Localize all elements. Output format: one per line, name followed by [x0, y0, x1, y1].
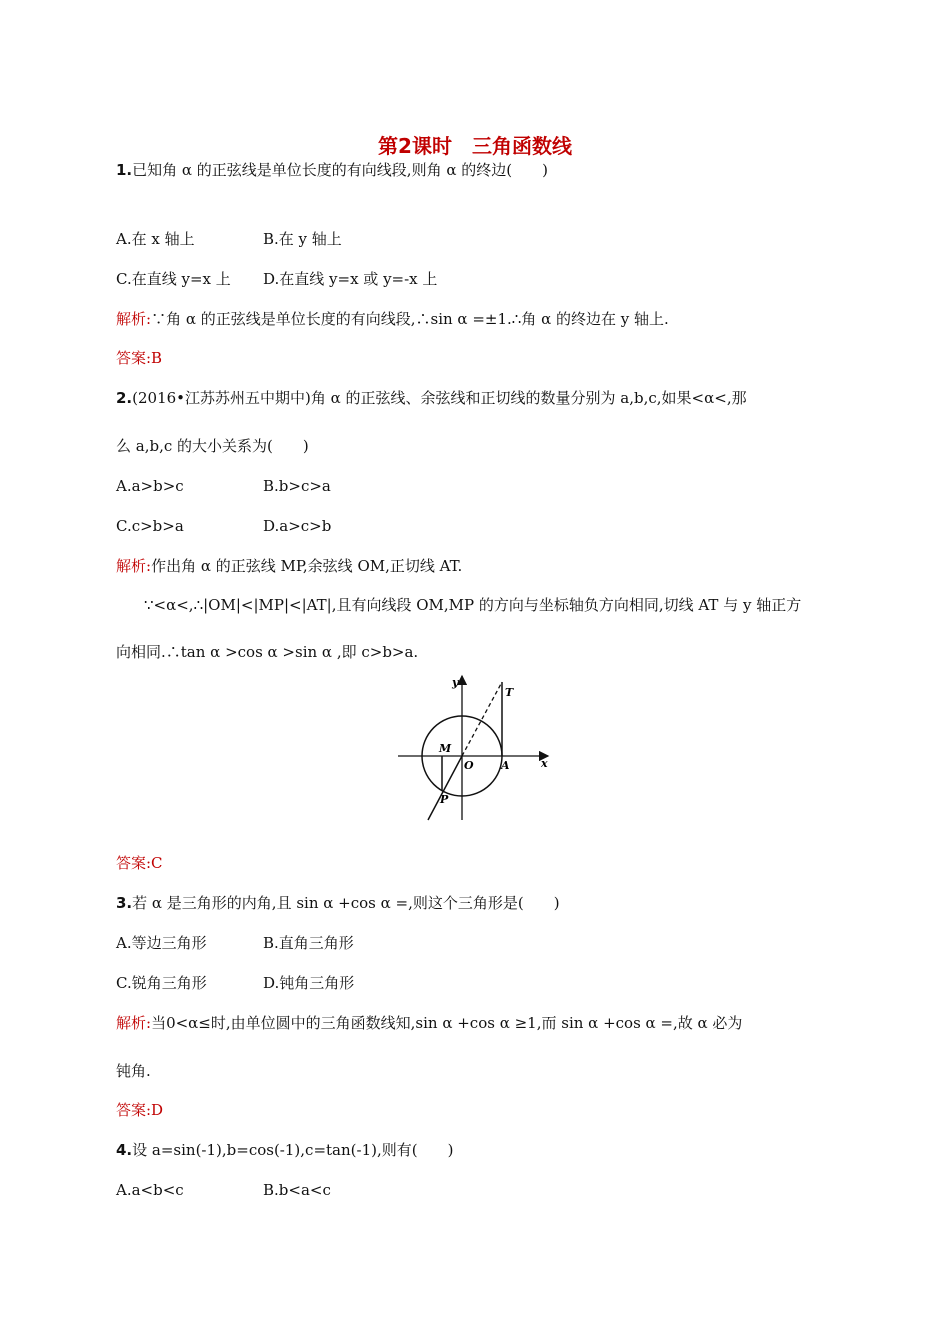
q3-number: 3.: [116, 894, 133, 912]
q1-option-a: A.在 x 轴上: [116, 230, 195, 248]
q2-option-d: D.a>c>b: [263, 517, 332, 535]
label-x: x: [541, 757, 548, 770]
terminal-side: [428, 756, 462, 820]
q2-analysis-line1: [116, 556, 462, 576]
q2-stem-line2: 么 a,b,c 的大小关系为( ): [116, 437, 309, 455]
q2-stem1: (2016•江苏苏州五中期中)角 α 的正弦线、余弦线和正切线的数量分别为 a,b,c,如果<α<,那: [132, 389, 747, 407]
q1-stem: 已知角 α 的正弦线是单位长度的有向线段,则角 α 的终边( ): [132, 161, 548, 179]
q2-analysis-line2: ∵<α<,∴|OM|<|MP|<|AT|,且有向线段 OM,MP 的方向与坐标轴负方向相同,切线 AT 与 y 轴正方: [144, 596, 802, 614]
q3-analysis-text1: 当0<α≤时,由单位圆中的三角函数线知,sin α +cos α ≥1,而 sin α +cos α =,故 α 必为: [151, 1014, 743, 1032]
q2-analysis-text1: 作出角 α 的正弦线 MP,余弦线 OM,正切线 AT.: [151, 557, 463, 575]
q3-option-b: B.直角三角形: [263, 934, 354, 952]
unit-circle-figure: [398, 672, 554, 824]
q4-option-a: A.a<b<c: [116, 1181, 184, 1199]
q1-analysis-text: ∵角 α 的正弦线是单位长度的有向线段,∴sin α =±1.∴角 α 的终边在 y 轴上.: [151, 310, 669, 328]
q2-stem-line1: [116, 388, 747, 408]
q3-stem-line: [116, 893, 560, 913]
q3-analysis-label: 解析:: [116, 1014, 152, 1032]
q2-answer: 答案:C: [116, 854, 163, 872]
q1-option-c: C.在直线 y=x 上: [116, 270, 231, 288]
extension-dashed: [462, 682, 502, 756]
q1-option-b: B.在 y 轴上: [263, 230, 342, 248]
label-o: O: [464, 759, 474, 772]
label-y: y: [452, 676, 459, 689]
q4-option-b: B.b<a<c: [263, 1181, 331, 1199]
q3-option-d: D.钝角三角形: [263, 974, 355, 992]
q1-number: 1.: [116, 161, 133, 179]
label-a: A: [501, 759, 510, 772]
q2-analysis-line3: 向相同.∴tan α >cos α >sin α ,即 c>b>a.: [116, 643, 419, 661]
q4-stem: 设 a=sin(-1),b=cos(-1),c=tan(-1),则有( ): [132, 1141, 454, 1159]
q2-option-a: A.a>b>c: [116, 477, 184, 495]
q3-option-a: A.等边三角形: [116, 934, 207, 952]
q2-number: 2.: [116, 389, 133, 407]
q3-option-c: C.锐角三角形: [116, 974, 207, 992]
q1-answer: 答案:B: [116, 349, 163, 367]
label-p: P: [440, 793, 449, 806]
q2-option-c: C.c>b>a: [116, 517, 184, 535]
page-title: 第2课时 三角函数线: [378, 134, 572, 158]
q1-stem-line: [116, 160, 548, 180]
label-m: M: [439, 742, 452, 755]
q4-stem-line: [116, 1140, 453, 1160]
q4-number: 4.: [116, 1141, 133, 1159]
q1-option-d: D.在直线 y=x 或 y=-x 上: [263, 270, 438, 288]
q3-answer: 答案:D: [116, 1101, 164, 1119]
q3-stem: 若 α 是三角形的内角,且 sin α +cos α =,则这个三角形是( ): [132, 894, 560, 912]
q2-option-b: B.b>c>a: [263, 477, 331, 495]
q1-analysis-label: 解析:: [116, 310, 152, 328]
label-t: T: [505, 686, 514, 699]
q3-analysis-line2: 钝角.: [116, 1062, 151, 1080]
q3-analysis-line1: [116, 1013, 742, 1033]
q2-analysis-label: 解析:: [116, 557, 152, 575]
q1-analysis: [116, 309, 669, 329]
